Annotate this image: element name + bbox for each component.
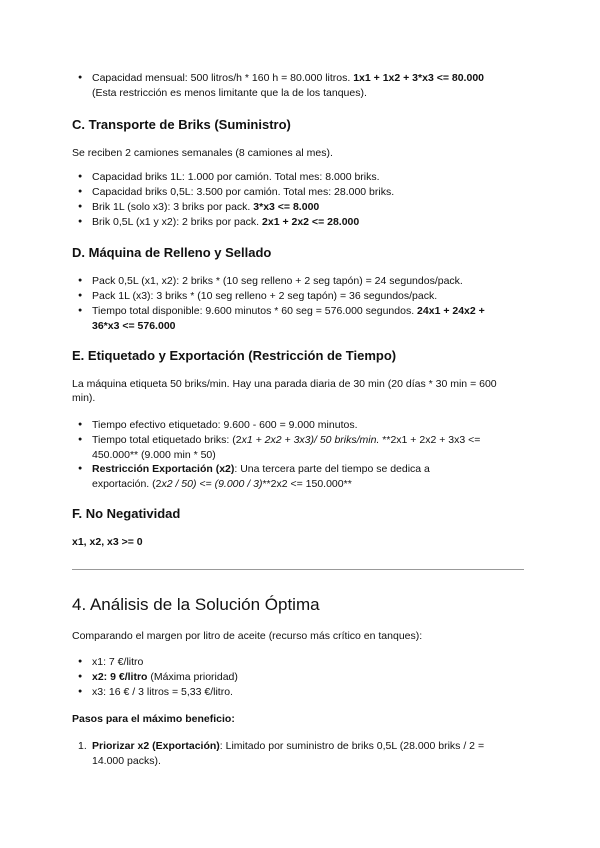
bullet-pack-05l: ● Pack 0,5L (x1, x2): 2 briks * (10 seg relleno + 2 seg tapón) = 24 segundos/pack. [92,274,463,289]
bullet-tiempo-etiquetado: ● Tiempo total etiquetado briks: (2x1 + 2x2 + 3x3)/ 50 briks/min. **2x1 + 2x2 + 3x3 <= [92,433,480,448]
bullet-restriccion-exportacion: ● Restricción Exportación (x2): Una tercera parte del tiempo se dedica a [92,462,430,477]
section-f-heading: F. No Negatividad [72,506,181,521]
bullet-x1-margin: ● x1: 7 €/litro [92,655,143,670]
bullet-tiempo-disponible-cont: 36*x3 <= 576.000 [92,320,176,332]
section-e-intro-line2: min). [72,392,96,404]
bullet-pack-1l: ● Pack 1L (x3): 3 briks * (10 seg relleno + 2 seg tapón) = 36 segundos/pack. [92,289,437,304]
step-1: 1. Priorizar x2 (Exportación): Limitado por suministro de briks 0,5L (28.000 briks / 2 = [78,740,485,752]
section-c-heading: C. Transporte de Briks (Suministro) [72,117,291,132]
bullet-briks-1l: ● Capacidad briks 1L: 1.000 por camión. Total mes: 8.000 briks. [92,170,380,185]
bullet-brik-1l-constraint: ● Brik 1L (solo x3): 3 briks por pack. 3*x3 <= 8.000 [92,200,319,215]
section-e-heading: E. Etiquetado y Exportación (Restricción de Tiempo) [72,348,397,363]
steps-heading: Pasos para el máximo beneficio: [72,713,235,725]
section-d-heading: D. Máquina de Relleno y Sellado [72,245,272,260]
step-1-cont: 14.000 packs). [92,755,161,767]
section-e-intro-line1: La máquina etiqueta 50 briks/min. Hay una parada diaria de 30 min (20 días * 30 min = 600 [72,378,497,390]
bullet-brik-05l-constraint: ● Brik 0,5L (x1 y x2): 2 briks por pack. 2x1 + 2x2 <= 28.000 [92,215,359,230]
bullet-briks-05l: ● Capacidad briks 0,5L: 3.500 por camión. Total mes: 28.000 briks. [92,185,394,200]
section-4-intro: Comparando el margen por litro de aceite (recurso más crítico en tanques): [72,630,423,642]
bullet-tiempo-disponible: ● Tiempo total disponible: 9.600 minutos * 60 seg = 576.000 segundos. 24x1 + 24x2 + [92,304,485,319]
non-negativity-constraint: x1, x2, x3 >= 0 [72,536,143,548]
section-c-intro: Se reciben 2 camiones semanales (8 camiones al mes). [72,147,333,159]
bullet-tiempo-etiquetado-cont: 450.000** (9.000 min * 50) [92,449,216,461]
constraint-formula: 1x1 + 1x2 + 3*x3 <= 80.000 [353,72,484,84]
horizontal-divider [72,569,524,570]
bullet-capacidad-mensual: ● Capacidad mensual: 500 litros/h * 160 h = 80.000 litros. 1x1 + 1x2 + 3*x3 <= 80.000 [92,71,484,86]
bullet-continuation: (Esta restricción es menos limitante que la de los tanques). [92,87,367,99]
bullet-x3-margin: ● x3: 16 € / 3 litros = 5,33 €/litro. [92,685,233,700]
bullet-tiempo-efectivo: ● Tiempo efectivo etiquetado: 9.600 - 600 = 9.000 minutos. [92,418,358,433]
bullet-restriccion-exportacion-cont: exportación. (2x2 / 50) <= (9.000 / 3)**2x2 <= 150.000** [92,478,352,490]
section-4-heading: 4. Análisis de la Solución Óptima [72,595,320,614]
bullet-x2-margin: ● x2: 9 €/litro (Máxima prioridad) [92,670,238,685]
